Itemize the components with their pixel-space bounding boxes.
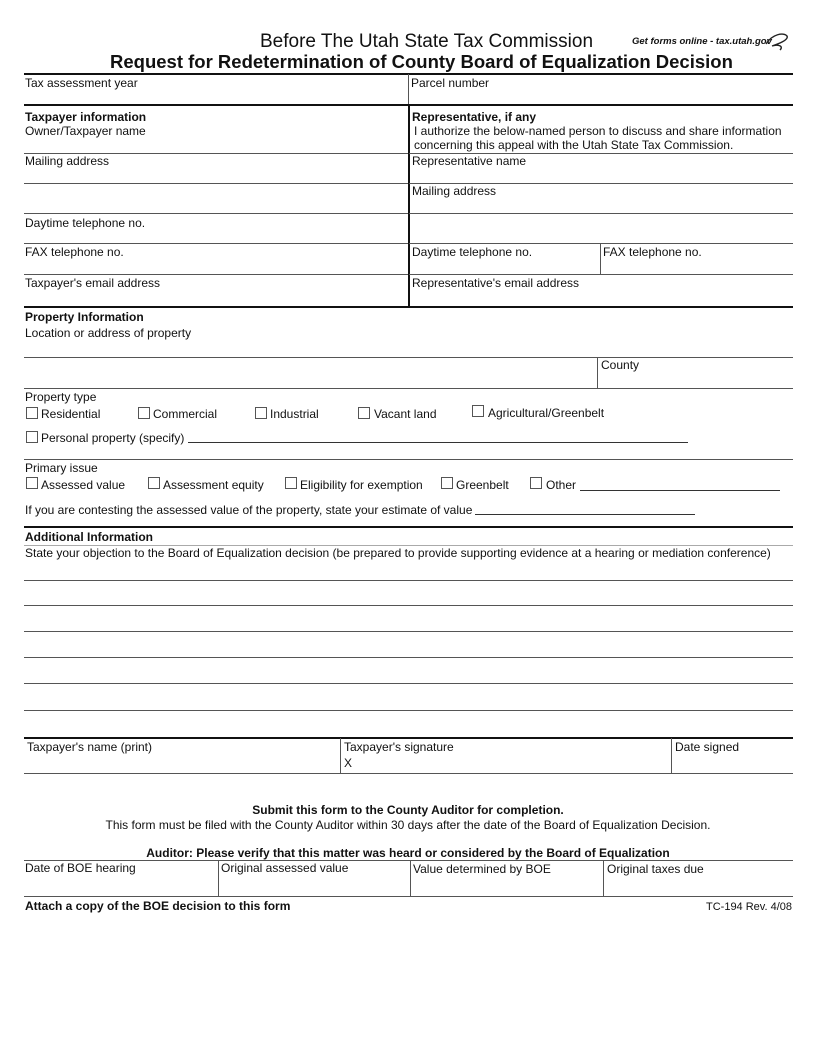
rep-email-label: Representative's email address [412, 276, 580, 290]
commercial-checkbox[interactable] [138, 407, 150, 419]
form-title: Request for Redetermination of County Board of Equalization Decision [110, 51, 733, 72]
residential-label: Residential [41, 407, 101, 421]
property-type-label: Property type [25, 390, 97, 404]
rep-heading: Representative, if any [412, 110, 537, 124]
greenbelt-label: Greenbelt [456, 478, 509, 492]
orig-taxes-label: Original taxes due [607, 862, 704, 876]
objection-line[interactable] [24, 605, 793, 606]
county-label: County [601, 358, 640, 372]
agricultural-checkbox[interactable] [472, 405, 484, 417]
day-phone-label: Daytime telephone no. [25, 216, 146, 230]
industrial-checkbox[interactable] [255, 407, 267, 419]
objection-line[interactable] [24, 657, 793, 658]
exemption-checkbox[interactable] [285, 477, 297, 489]
vacant-land-checkbox[interactable] [358, 407, 370, 419]
date-signed-label: Date signed [675, 740, 740, 754]
property-heading: Property Information [25, 310, 144, 324]
rep-auth-line2: concerning this appeal with the Utah State Tax Commission. [414, 138, 734, 152]
assessment-equity-label: Assessment equity [163, 478, 264, 492]
print-name-label: Taxpayer's name (print) [27, 740, 153, 754]
other-label: Other [546, 478, 577, 492]
taxpayer-heading: Taxpayer information [25, 110, 147, 124]
rep-day-phone-label: Daytime telephone no. [412, 245, 533, 259]
other-specify-line[interactable] [580, 490, 780, 491]
additional-heading: Additional Information [25, 530, 153, 544]
owner-name-label: Owner/Taxpayer name [25, 124, 146, 138]
assessed-value-label: Assessed value [41, 478, 126, 492]
rep-fax-label: FAX telephone no. [603, 245, 702, 259]
agricultural-label: Agricultural/Greenbelt [488, 406, 605, 420]
tax-year-label: Tax assessment year [25, 76, 138, 90]
signature-label: Taxpayer's signature [344, 740, 454, 754]
estimate-line[interactable] [475, 514, 695, 515]
attach-note: Attach a copy of the BOE decision to this form [25, 899, 291, 913]
objection-line[interactable] [24, 710, 793, 711]
objection-label: State your objection to the Board of Equalization decision (be prepared to provide supporting evidence at a hearing or mediation conference) [25, 546, 771, 560]
other-checkbox[interactable] [530, 477, 542, 489]
location-label: Location or address of property [25, 326, 192, 340]
estimate-label: If you are contesting the assessed value of the property, state your estimate of value [25, 503, 473, 517]
hearing-date-label: Date of BOE hearing [25, 861, 136, 875]
commercial-label: Commercial [153, 407, 218, 421]
submit-instruction: Submit this form to the County Auditor for completion. [252, 803, 564, 817]
personal-property-label: Personal property (specify) [41, 431, 185, 445]
filing-deadline: This form must be filed with the County Auditor within 30 days after the date of the Board of Equalization Decision. [105, 818, 711, 832]
forms-online-note: Get forms online - tax.utah.gov [632, 36, 772, 47]
auditor-heading: Auditor: Please verify that this matter was heard or considered by the Board of Equalization [146, 846, 670, 860]
parcel-label: Parcel number [411, 76, 490, 90]
rep-name-label: Representative name [412, 154, 527, 168]
logo-swoosh-icon [764, 30, 790, 52]
exemption-label: Eligibility for exemption [300, 478, 423, 492]
rep-auth-line1: I authorize the below-named person to discuss and share information [414, 124, 782, 138]
boe-value-label: Value determined by BOE [413, 862, 551, 876]
primary-issue-label: Primary issue [25, 461, 98, 475]
signature-x: X [344, 756, 353, 770]
form-number: TC-194 Rev. 4/08 [706, 901, 793, 913]
orig-value-label: Original assessed value [221, 861, 349, 875]
industrial-label: Industrial [270, 407, 319, 421]
greenbelt-checkbox[interactable] [441, 477, 453, 489]
objection-line[interactable] [24, 631, 793, 632]
assessment-equity-checkbox[interactable] [148, 477, 160, 489]
rep-mailing-label: Mailing address [412, 184, 497, 198]
residential-checkbox[interactable] [26, 407, 38, 419]
mailing-address-label: Mailing address [25, 154, 110, 168]
objection-line[interactable] [24, 580, 793, 581]
taxpayer-email-label: Taxpayer's email address [25, 276, 161, 290]
objection-line[interactable] [24, 683, 793, 684]
vacant-land-label: Vacant land [374, 407, 437, 421]
agency-title: Before The Utah State Tax Commission [260, 31, 594, 52]
fax-label: FAX telephone no. [25, 245, 124, 259]
personal-property-specify-line[interactable] [188, 442, 688, 443]
assessed-value-checkbox[interactable] [26, 477, 38, 489]
personal-property-checkbox[interactable] [26, 431, 38, 443]
